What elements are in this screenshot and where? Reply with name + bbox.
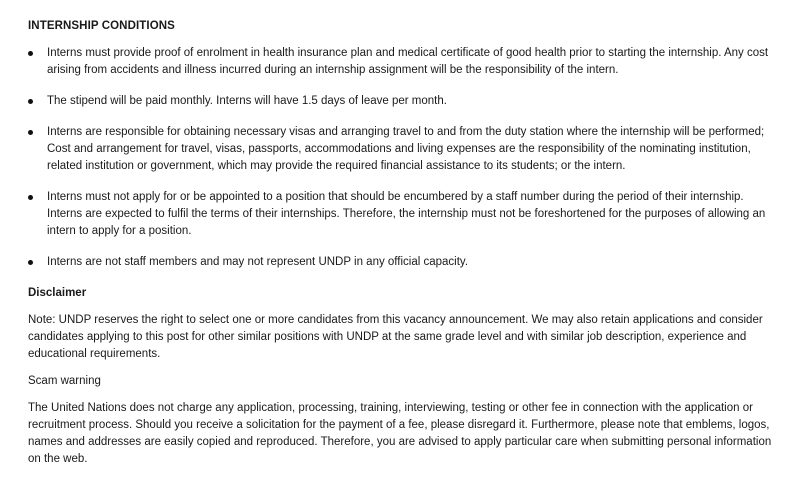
bullet-icon [28,99,33,104]
list-item-text: The stipend will be paid monthly. Interns will have 1.5 days of leave per month. [47,95,447,107]
list-item [28,45,780,79]
bullet-icon [28,130,33,135]
scam-warning-text: The United Nations does not charge any application, processing, training, interviewing, testing or other fee in connection with the application or recruitment process. Should you receive a solicitation for the payment of a fee, please disregard it. Furthermore, please note that emblems, logos, names and addresses are easily copied and reproduced. Therefore, you are advised to apply particular care when submitting personal information on the web. [28,402,772,465]
list-item-text: Interns are not staff members and may not represent UNDP in any official capacity. [47,256,469,268]
list-item-text: Interns must provide proof of enrolment in health insurance plan and medical certificate of good health prior to starting the internship. Any cost arising from accidents and illness incurred during an internship assignment will be the responsibility of the intern. [47,47,769,76]
disclaimer-heading: Disclaimer [28,287,87,299]
list-item-text: Interns are responsible for obtaining necessary visas and arranging travel to and from the duty station where the internship will be performed; Cost and arrangement for travel, visas, passports, accommodations and living expenses are the responsibility of the nominating institution, related institution or government, which may provide the required financial assistance to its students; or the intern. [47,126,765,172]
list-item [28,254,780,271]
list-item-text: Interns must not apply for or be appointed to a position that should be encumbered by a staff number during the period of their internship. Interns are expected to fulfil the terms of their internships. Therefore, the internship must not be foreshortened for the purposes of allowing an intern to apply for a position. [47,191,766,237]
internship-conditions-list [28,45,780,271]
list-item [28,189,780,240]
bullet-icon [28,260,33,265]
list-item [28,93,780,110]
bullet-icon [28,195,33,200]
bullet-icon [28,51,33,56]
disclaimer-note: Note: UNDP reserves the right to select one or more candidates from this vacancy announcement. We may also retain applications and consider candidates applying to this post for other similar positions with UNDP at the same grade level and with similar job description, experience and educational requirements. [28,314,763,360]
list-item [28,124,780,175]
scam-warning-heading: Scam warning [28,375,101,387]
internship-conditions-heading: INTERNSHIP CONDITIONS [28,20,175,32]
